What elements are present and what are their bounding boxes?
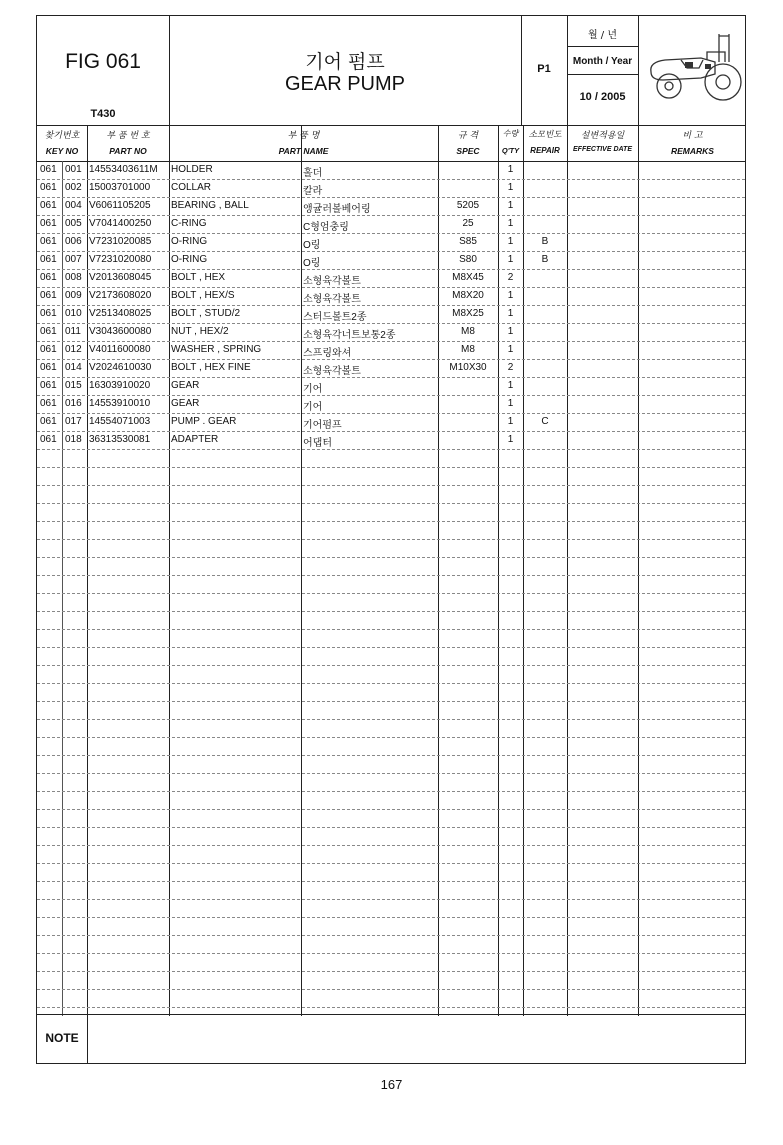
spec-cell: M8X25 (452, 308, 484, 319)
table-row (37, 359, 745, 378)
key-cell: 010 (65, 308, 82, 319)
part-name-ko-cell: 소형육각너트보통2종 (303, 330, 396, 341)
fig-cell: 061 (40, 218, 57, 229)
fig-cell: 061 (40, 164, 57, 175)
part-name-en-cell: O-RING (171, 236, 208, 247)
key-cell: 014 (65, 362, 82, 373)
part-name-ko-cell: 소형육각볼트 (303, 276, 361, 287)
table-row (37, 593, 745, 612)
table-row (37, 305, 745, 324)
table-row (37, 269, 745, 288)
repair-cell: B (541, 254, 549, 265)
part-number-cell: 15003701000 (89, 182, 151, 193)
spec-cell: M10X30 (449, 362, 487, 373)
table-row (37, 701, 745, 720)
part-name-en-cell: GEAR (171, 398, 200, 409)
fig-cell: 061 (40, 380, 57, 391)
page-label: P1 (537, 63, 551, 75)
table-row (37, 179, 745, 198)
qty-cell: 1 (507, 326, 514, 337)
key-cell: 009 (65, 290, 82, 301)
key-cell: 011 (65, 326, 81, 337)
qty-cell: 1 (507, 200, 514, 211)
col-key-en: KEY NO (45, 146, 79, 156)
table-row (37, 197, 745, 216)
table-row (37, 503, 745, 522)
fig-number: FIG 061 (65, 50, 141, 73)
page-number: 167 (380, 1077, 403, 1092)
qty-cell: 1 (507, 236, 514, 247)
part-number-cell: V2513408025 (89, 308, 152, 319)
qty-cell: 1 (507, 416, 514, 427)
part-name-ko-cell: 기어 (303, 384, 323, 395)
part-name-en-cell: NUT , HEX/2 (171, 326, 229, 337)
col-qty-ko: 수량 (502, 129, 519, 138)
fig-cell: 061 (40, 326, 57, 337)
part-name-ko-cell: O링 (303, 240, 321, 251)
part-name-ko-cell: 기어펌프 (303, 420, 342, 431)
col-remarks-ko: 비 고 (682, 131, 703, 141)
table-row (37, 233, 745, 252)
key-cell: 001 (65, 164, 82, 175)
table-row (37, 323, 745, 342)
tractor-icon (641, 24, 743, 116)
table-row (37, 377, 745, 396)
table-row (37, 809, 745, 828)
part-number-cell: 16303910020 (89, 380, 151, 391)
part-name-en-cell: BOLT , HEX FINE (171, 362, 251, 373)
qty-cell: 1 (507, 182, 514, 193)
table-row (37, 539, 745, 558)
part-name-ko-cell: 홀더 (303, 168, 323, 179)
repair-cell: B (541, 236, 549, 247)
table-row (37, 413, 745, 432)
table-row (37, 953, 745, 972)
table-row (37, 989, 745, 1008)
part-number-cell: 14553910010 (89, 398, 151, 409)
part-name-en-cell: C-RING (171, 218, 207, 229)
qty-cell: 1 (507, 164, 514, 175)
table-row (37, 845, 745, 864)
spec-cell: M8X45 (452, 272, 484, 283)
key-cell: 015 (65, 380, 82, 391)
part-name-en-cell: GEAR (171, 380, 200, 391)
part-name-en-cell: PUMP . GEAR (171, 416, 237, 427)
qty-cell: 1 (507, 398, 514, 409)
part-name-en-cell: HOLDER (171, 164, 213, 175)
part-number-cell: V7041400250 (89, 218, 152, 229)
spec-cell: S85 (459, 236, 477, 247)
fig-cell: 061 (40, 200, 57, 211)
part-name-en-cell: ADAPTER (171, 434, 219, 445)
key-cell: 012 (65, 344, 82, 355)
fig-cell: 061 (40, 308, 57, 319)
part-name-ko-cell: 칼라 (303, 186, 323, 197)
qty-cell: 2 (507, 362, 514, 373)
part-number-cell: 14553403611M (89, 164, 158, 175)
repair-cell: C (541, 416, 549, 427)
col-part-en: PART NO (109, 146, 147, 156)
col-repair-ko: 소모빈도 (528, 130, 562, 140)
table-row (37, 719, 745, 738)
part-name-en-cell: COLLAR (171, 182, 212, 193)
part-name-ko-cell: O링 (303, 258, 321, 269)
fig-cell: 061 (40, 344, 57, 355)
table-row (37, 863, 745, 882)
part-name-en-cell: BOLT , HEX/S (171, 290, 235, 301)
table-row (37, 755, 745, 774)
key-cell: 017 (65, 416, 82, 427)
qty-cell: 2 (507, 272, 514, 283)
part-number-cell: 36313530081 (89, 434, 151, 445)
table-row (37, 629, 745, 648)
table-row (37, 215, 745, 234)
model-code: T430 (90, 108, 116, 120)
part-number-cell: V2173608020 (89, 290, 152, 301)
table-row (37, 575, 745, 594)
table-row (37, 899, 745, 918)
part-number-cell: V2024610030 (89, 362, 152, 373)
part-number-cell: 14554071003 (89, 416, 151, 427)
part-number-cell: V3043600080 (89, 326, 152, 337)
fig-cell: 061 (40, 362, 57, 373)
table-row (37, 431, 745, 450)
table-row (37, 791, 745, 810)
qty-cell: 1 (507, 344, 514, 355)
qty-cell: 1 (507, 380, 514, 391)
qty-cell: 1 (507, 254, 514, 265)
table-row (37, 521, 745, 540)
table-row (37, 665, 745, 684)
part-name-ko-cell: 소형육각볼트 (303, 366, 361, 377)
spec-cell: S80 (459, 254, 477, 265)
table-row (37, 881, 745, 900)
table-row (37, 395, 745, 414)
key-cell: 007 (65, 254, 82, 265)
table-row (37, 485, 745, 504)
fig-cell: 061 (40, 290, 57, 301)
fig-cell: 061 (40, 254, 57, 265)
fig-cell: 061 (40, 434, 57, 445)
part-name-ko-cell: C형엄충링 (303, 222, 349, 233)
part-name-en-cell: WASHER , SPRING (171, 344, 262, 355)
part-name-ko-cell: 어댑터 (303, 438, 332, 449)
part-name-ko-cell: 소형육각볼트 (303, 294, 361, 305)
key-cell: 016 (65, 398, 82, 409)
key-cell: 006 (65, 236, 82, 247)
col-name-ko: 부 품 명 (287, 131, 320, 141)
part-name-ko-cell: 앵귤러볼베어링 (303, 204, 371, 215)
spec-cell: M8X20 (452, 290, 484, 301)
table-row (37, 917, 745, 936)
part-name-ko-cell: 스프링와셔 (303, 348, 352, 359)
spec-cell: 25 (462, 218, 474, 229)
column-headers (37, 125, 745, 162)
part-name-en-cell: BOLT , HEX (171, 272, 226, 283)
key-cell: 002 (65, 182, 82, 193)
table-row (37, 971, 745, 990)
table-row (37, 773, 745, 792)
part-number-cell: V7231020085 (89, 236, 152, 247)
part-number-cell: V6061105205 (89, 200, 151, 211)
key-cell: 004 (65, 200, 82, 211)
parts-table-body (37, 161, 745, 1016)
part-name-en-cell: O-RING (171, 254, 208, 265)
fig-cell: 061 (40, 236, 57, 247)
table-row (37, 935, 745, 954)
col-remarks-en: REMARKS (671, 146, 714, 156)
part-name-ko-cell: 스터드볼트2종 (303, 312, 367, 323)
note-section (37, 1014, 745, 1063)
part-name-en-cell: BOLT , STUD/2 (171, 308, 241, 319)
table-row (37, 287, 745, 306)
table-row (37, 827, 745, 846)
spec-cell: M8 (461, 344, 475, 355)
title-korean: 기어 펌프 (305, 51, 385, 73)
qty-cell: 1 (507, 308, 514, 319)
table-row (37, 737, 745, 756)
month-year-value: 10 / 2005 (579, 91, 626, 103)
col-part-ko: 부 품 번 호 (106, 131, 150, 141)
col-qty-en: Q'TY (501, 146, 520, 155)
title-english: GEAR PUMP (284, 73, 406, 95)
part-name-en-cell: BEARING , BALL (171, 200, 249, 211)
sheet-header (37, 16, 745, 126)
fig-cell: 061 (40, 398, 57, 409)
key-cell: 018 (65, 434, 82, 445)
qty-cell: 1 (507, 290, 514, 301)
fig-cell: 061 (40, 272, 57, 283)
spec-cell: M8 (461, 326, 475, 337)
table-row (37, 251, 745, 270)
fig-cell: 061 (40, 416, 57, 427)
key-cell: 008 (65, 272, 82, 283)
part-name-ko-cell: 기어 (303, 402, 323, 413)
table-row (37, 467, 745, 486)
part-number-cell: V2013608045 (89, 272, 152, 283)
col-name-en: PART NAME (278, 146, 329, 156)
table-row (37, 341, 745, 360)
table-row (37, 611, 745, 630)
qty-cell: 1 (507, 434, 514, 445)
month-year-en: Month / Year (572, 56, 633, 67)
month-year-ko: 월 / 년 (587, 30, 618, 41)
key-cell: 005 (65, 218, 82, 229)
part-number-cell: V4011600080 (89, 344, 151, 355)
qty-cell: 1 (507, 218, 514, 229)
spec-cell: 5205 (456, 200, 480, 211)
table-row (37, 161, 745, 180)
parts-sheet (36, 15, 746, 1064)
table-row (37, 647, 745, 666)
col-effective-ko: 설변적용일 (580, 131, 625, 141)
col-spec-ko: 규 격 (457, 131, 479, 141)
fig-cell: 061 (40, 182, 57, 193)
table-row (37, 683, 745, 702)
table-row (37, 557, 745, 576)
note-label: NOTE (45, 1031, 79, 1045)
col-spec-en: SPEC (456, 146, 480, 156)
part-number-cell: V7231020080 (89, 254, 152, 265)
col-repair-en: REPAIR (530, 146, 560, 155)
col-effective-en: EFFECTIVE DATE (573, 146, 632, 153)
col-key-ko: 찾기번호 (44, 131, 80, 141)
table-row (37, 449, 745, 468)
